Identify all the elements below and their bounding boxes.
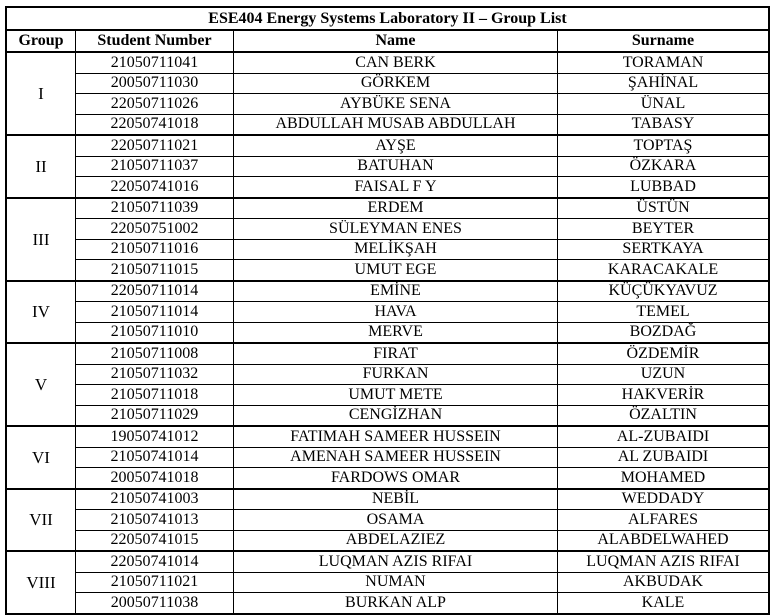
cell-surname: BOZDAĞ xyxy=(558,322,770,343)
header-group: Group xyxy=(6,30,76,52)
cell-student-number: 20050741018 xyxy=(76,468,234,489)
cell-student-number: 21050711010 xyxy=(76,322,234,343)
cell-student-number: 21050711041 xyxy=(76,52,234,73)
table-row xyxy=(6,530,769,551)
cell-surname: AKBUDAK xyxy=(558,572,770,593)
cell-student-number: 22050711014 xyxy=(76,281,234,302)
cell-name: ABDELAZIEZ xyxy=(234,530,558,551)
cell-surname: ÖZDEMİR xyxy=(558,343,770,364)
cell-surname: UZUN xyxy=(558,364,770,385)
cell-surname: MOHAMED xyxy=(558,468,770,489)
table-row xyxy=(6,405,769,426)
cell-student-number: 21050711021 xyxy=(76,572,234,593)
cell-name: FURKAN xyxy=(234,364,558,385)
cell-name: CENGİZHAN xyxy=(234,405,558,426)
cell-student-number: 21050711008 xyxy=(76,343,234,364)
cell-name: NEBİL xyxy=(234,489,558,510)
cell-surname: BEYTER xyxy=(558,219,770,240)
table-row xyxy=(6,572,769,593)
cell-name: UMUT METE xyxy=(234,385,558,406)
cell-name: EMİNE xyxy=(234,281,558,302)
table-row xyxy=(6,52,769,73)
cell-name: AYBÜKE SENA xyxy=(234,94,558,115)
table-body xyxy=(6,52,769,614)
cell-group: III xyxy=(6,198,76,281)
cell-student-number: 21050711016 xyxy=(76,239,234,260)
cell-surname: LUBBAD xyxy=(558,177,770,198)
cell-name: GÖRKEM xyxy=(234,73,558,94)
cell-surname: TORAMAN xyxy=(558,52,770,73)
cell-name: BURKAN ALP xyxy=(234,593,558,614)
cell-student-number: 21050741014 xyxy=(76,447,234,468)
cell-surname: WEDDADY xyxy=(558,489,770,510)
header-student-number: Student Number xyxy=(76,30,234,52)
cell-student-number: 22050741015 xyxy=(76,530,234,551)
cell-name: FIRAT xyxy=(234,343,558,364)
cell-name: LUQMAN AZIS RIFAI xyxy=(234,551,558,572)
cell-name: FATIMAH SAMEER HUSSEIN xyxy=(234,426,558,447)
cell-student-number: 22050741014 xyxy=(76,551,234,572)
table-row xyxy=(6,447,769,468)
cell-group: VI xyxy=(6,426,76,489)
table-row xyxy=(6,364,769,385)
table-row xyxy=(6,343,769,364)
cell-student-number: 22050741016 xyxy=(76,177,234,198)
table-row xyxy=(6,426,769,447)
cell-surname: TEMEL xyxy=(558,302,770,323)
cell-surname: AL ZUBAIDI xyxy=(558,447,770,468)
table-row xyxy=(6,198,769,219)
cell-student-number: 22050711026 xyxy=(76,94,234,115)
cell-name: OSAMA xyxy=(234,510,558,531)
header-surname: Surname xyxy=(558,30,770,52)
cell-name: AYŞE xyxy=(234,135,558,156)
table-row xyxy=(6,156,769,177)
table-row xyxy=(6,94,769,115)
cell-group: V xyxy=(6,343,76,426)
cell-name: CAN BERK xyxy=(234,52,558,73)
cell-group: VII xyxy=(6,489,76,552)
table-row xyxy=(6,114,769,135)
cell-surname: KALE xyxy=(558,593,770,614)
cell-surname: AL-ZUBAIDI xyxy=(558,426,770,447)
table-title: ESE404 Energy Systems Laboratory II – Group List xyxy=(6,7,769,30)
cell-name: MELİKŞAH xyxy=(234,239,558,260)
cell-student-number: 21050711029 xyxy=(76,405,234,426)
cell-surname: ALABDELWAHED xyxy=(558,530,770,551)
cell-surname: ÖZALTIN xyxy=(558,405,770,426)
table-row xyxy=(6,260,769,281)
table-row xyxy=(6,219,769,240)
cell-student-number: 22050751002 xyxy=(76,219,234,240)
table-row xyxy=(6,281,769,302)
cell-surname: ÜSTÜN xyxy=(558,198,770,219)
cell-name: ERDEM xyxy=(234,198,558,219)
cell-student-number: 19050741012 xyxy=(76,426,234,447)
cell-student-number: 21050741013 xyxy=(76,510,234,531)
table-row xyxy=(6,489,769,510)
cell-surname: ALFARES xyxy=(558,510,770,531)
table-row xyxy=(6,593,769,614)
table-row xyxy=(6,302,769,323)
cell-surname: ŞAHİNAL xyxy=(558,73,770,94)
cell-student-number: 20050711038 xyxy=(76,593,234,614)
group-list-table xyxy=(5,6,770,615)
cell-student-number: 22050711021 xyxy=(76,135,234,156)
cell-name: BATUHAN xyxy=(234,156,558,177)
table-row xyxy=(6,177,769,198)
cell-name: ABDULLAH MUSAB ABDULLAH xyxy=(234,114,558,135)
table-row xyxy=(6,135,769,156)
cell-student-number: 21050741003 xyxy=(76,489,234,510)
cell-student-number: 21050711037 xyxy=(76,156,234,177)
cell-student-number: 21050711015 xyxy=(76,260,234,281)
cell-student-number: 20050711030 xyxy=(76,73,234,94)
cell-group: I xyxy=(6,52,76,135)
cell-surname: TOPTAŞ xyxy=(558,135,770,156)
cell-name: MERVE xyxy=(234,322,558,343)
cell-student-number: 21050711039 xyxy=(76,198,234,219)
cell-surname: SERTKAYA xyxy=(558,239,770,260)
cell-surname: ÜNAL xyxy=(558,94,770,115)
cell-name: AMENAH SAMEER HUSSEIN xyxy=(234,447,558,468)
table-row xyxy=(6,322,769,343)
cell-name: UMUT EGE xyxy=(234,260,558,281)
cell-name: HAVA xyxy=(234,302,558,323)
table-row xyxy=(6,468,769,489)
table-row xyxy=(6,510,769,531)
cell-surname: HAKVERİR xyxy=(558,385,770,406)
cell-group: IV xyxy=(6,281,76,344)
cell-surname: KÜÇÜKYAVUZ xyxy=(558,281,770,302)
header-name: Name xyxy=(234,30,558,52)
cell-surname: ÖZKARA xyxy=(558,156,770,177)
cell-student-number: 21050711018 xyxy=(76,385,234,406)
cell-name: SÜLEYMAN ENES xyxy=(234,219,558,240)
cell-group: II xyxy=(6,135,76,198)
cell-surname: KARACAKALE xyxy=(558,260,770,281)
cell-group: VIII xyxy=(6,551,76,614)
cell-surname: TABASY xyxy=(558,114,770,135)
cell-surname: LUQMAN AZIS RIFAI xyxy=(558,551,770,572)
cell-name: FAISAL F Y xyxy=(234,177,558,198)
cell-student-number: 22050741018 xyxy=(76,114,234,135)
cell-name: FARDOWS OMAR xyxy=(234,468,558,489)
group-list-document xyxy=(5,6,770,615)
cell-student-number: 21050711014 xyxy=(76,302,234,323)
cell-student-number: 21050711032 xyxy=(76,364,234,385)
table-row xyxy=(6,385,769,406)
table-row xyxy=(6,239,769,260)
table-row xyxy=(6,551,769,572)
table-row xyxy=(6,73,769,94)
cell-name: NUMAN xyxy=(234,572,558,593)
